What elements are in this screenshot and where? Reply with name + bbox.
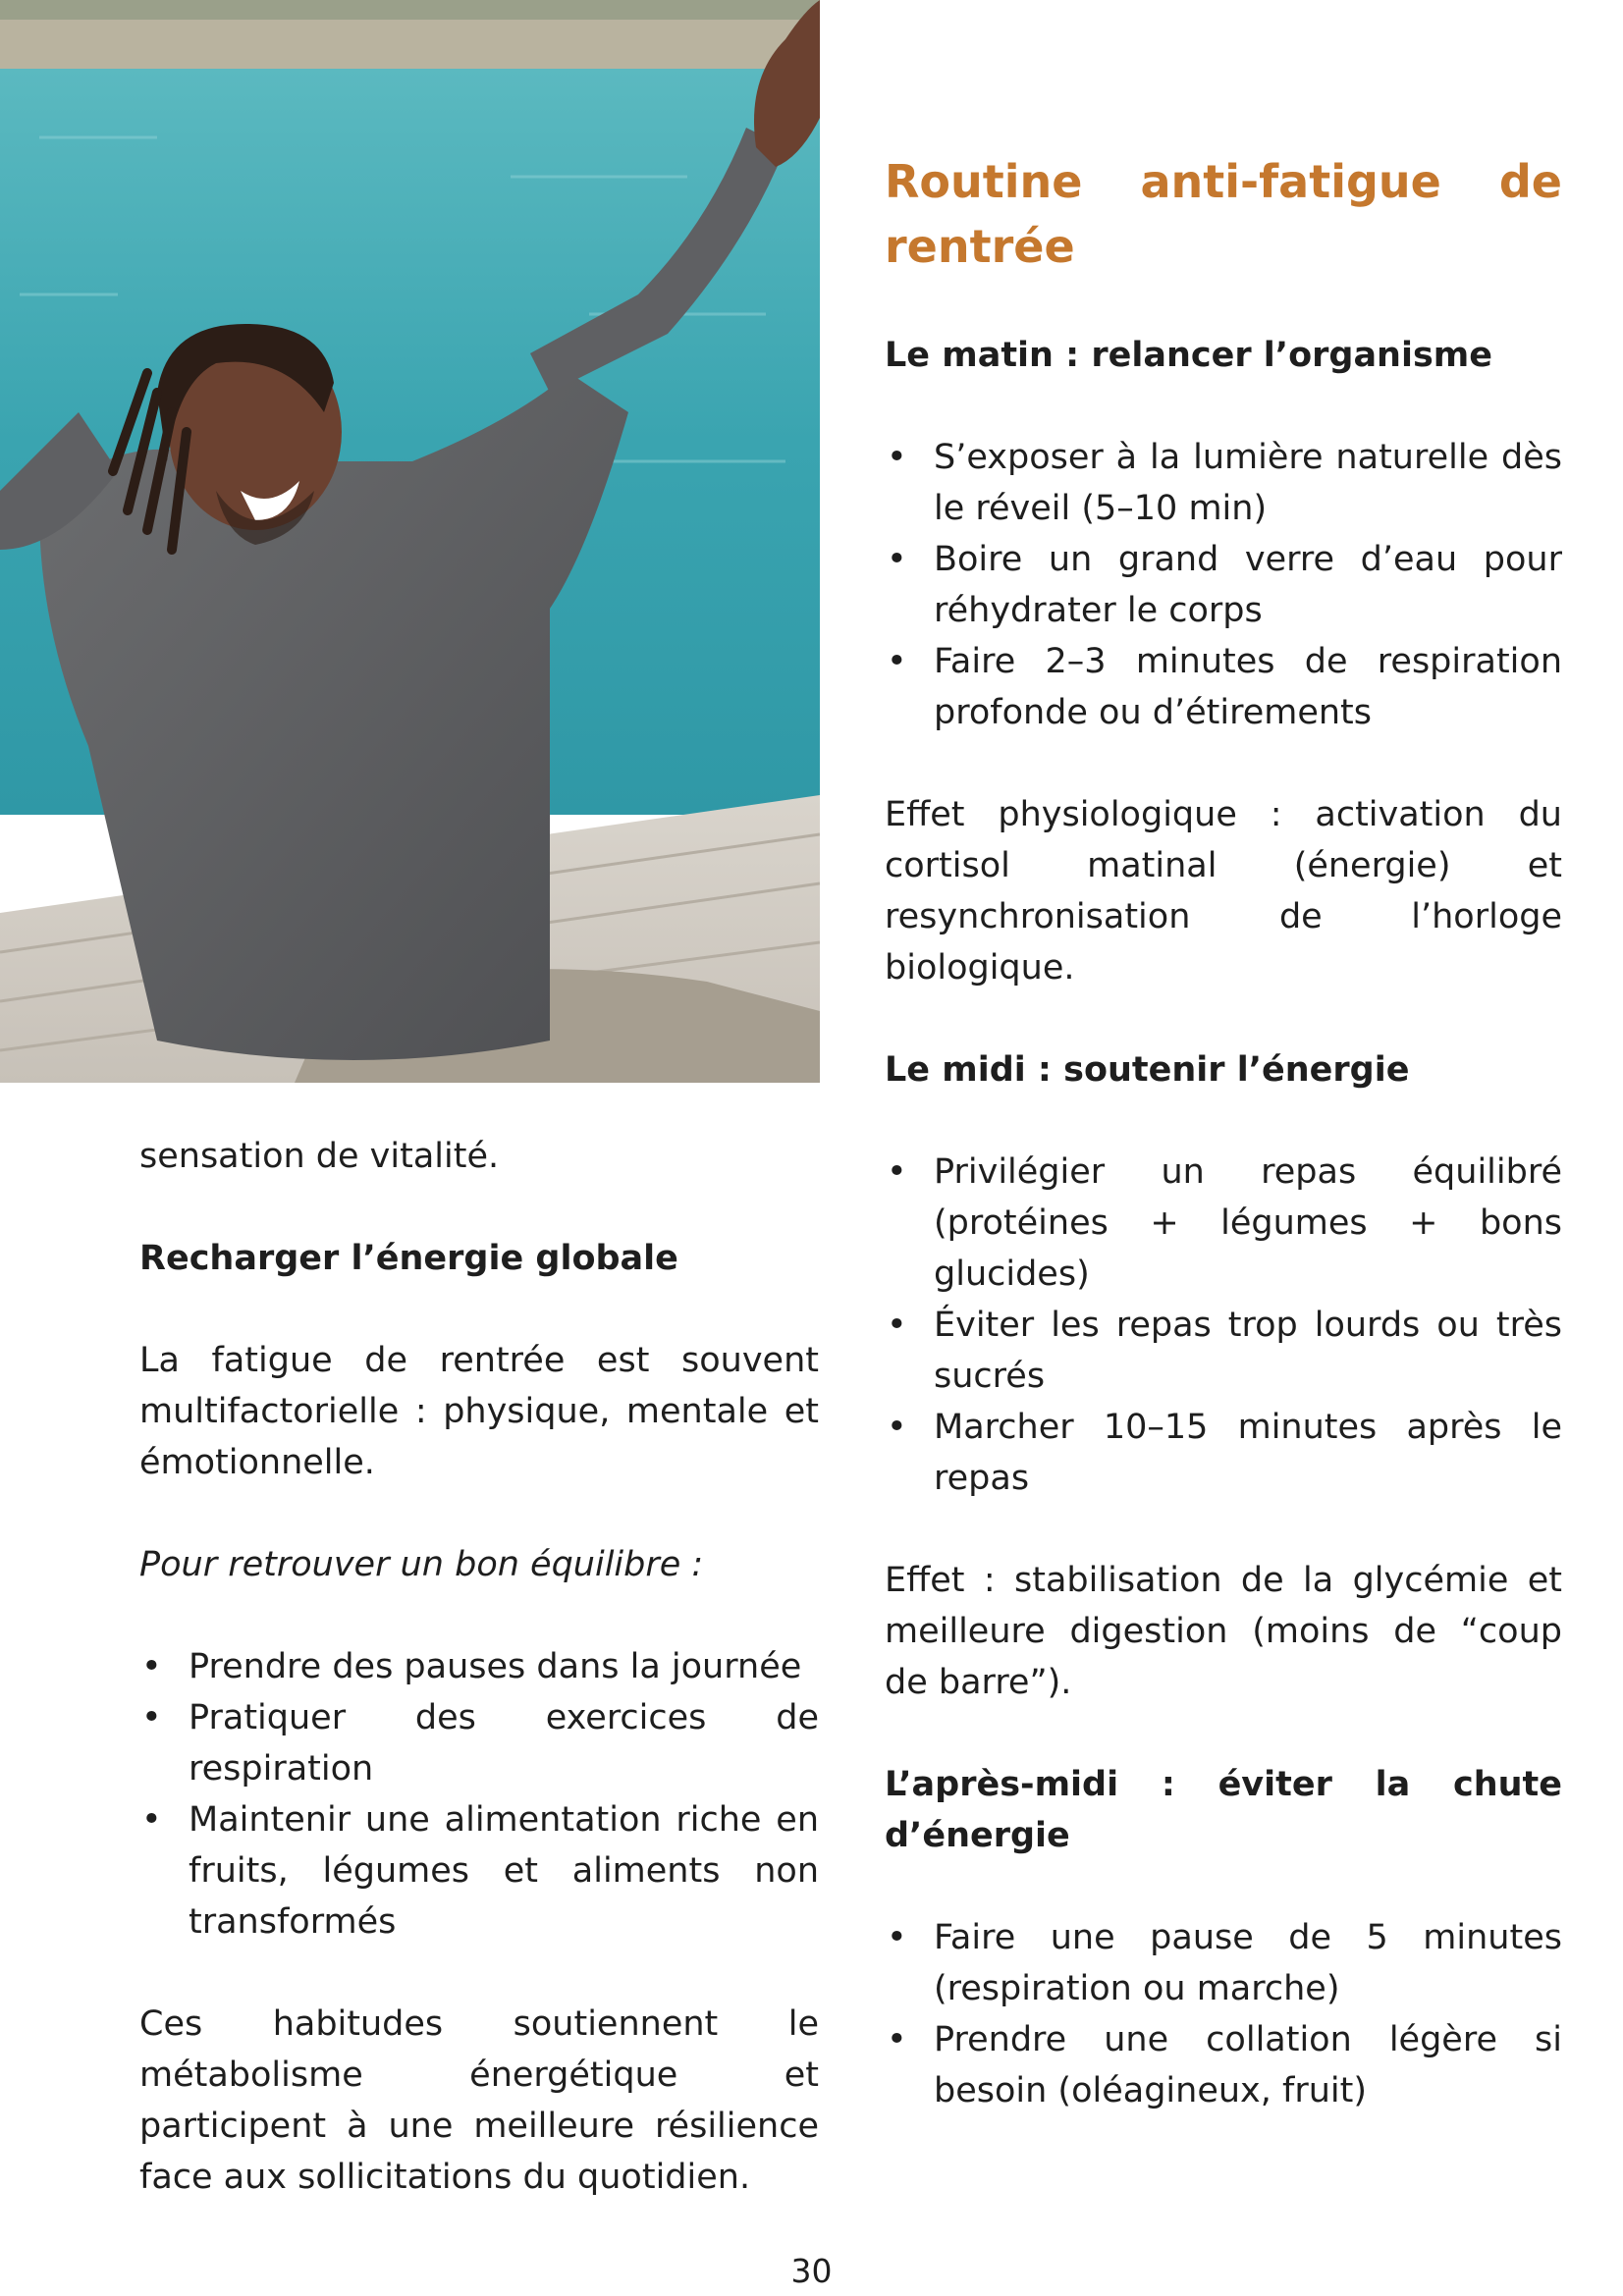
continuation-text: sensation de vitalité.	[139, 1137, 500, 1176]
intro-paragraph: La fatigue de rentrée est souvent multifactorielle : physique, mentale et émotionnelle.	[139, 1341, 819, 1482]
balance-list	[139, 1641, 819, 1948]
morning-effect: Effet physiologique : activation du cortisol matinal (énergie) et resynchronisation de l’horloge biologique.	[885, 795, 1562, 988]
energy-heading: Recharger l’énergie globale	[139, 1239, 678, 1278]
morning-heading: Le matin : relancer l’organisme	[885, 336, 1493, 375]
list-item: • Faire une pause de 5 minutes (respiration ou marche)	[885, 1912, 1562, 2014]
list-item: • Prendre des pauses dans la journée	[139, 1641, 819, 1692]
list-item: • S’exposer à la lumière naturelle dès le réveil (5–10 min)	[885, 432, 1562, 534]
list-item: • Faire 2–3 minutes de respiration profonde ou d’étirements	[885, 636, 1562, 738]
noon-effect: Effet : stabilisation de la glycémie et meilleure digestion (moins de “coup de barre”).	[885, 1561, 1562, 1702]
afternoon-heading: L’après-midi : éviter la chute d’énergie	[885, 1765, 1562, 1855]
list-item: • Boire un grand verre d’eau pour réhydrater le corps	[885, 534, 1562, 636]
list-item: • Maintenir une alimentation riche en fruits, légumes et aliments non transformés	[139, 1794, 819, 1948]
lead-text: Pour retrouver un bon équilibre :	[139, 1545, 704, 1584]
photo-illustration	[0, 0, 820, 1083]
list-item: • Pratiquer des exercices de respiration	[139, 1692, 819, 1794]
conclusion-paragraph: Ces habitudes soutiennent le métabolisme énergétique et participent à une meilleure résilience face aux sollicitations du quotidien.	[139, 2004, 819, 2197]
left-column	[139, 1131, 819, 2254]
page-number: 30	[790, 2252, 833, 2290]
afternoon-list	[885, 1912, 1562, 2116]
list-item: • Prendre une collation légère si besoin (oléagineux, fruit)	[885, 2014, 1562, 2116]
hero-photo	[0, 0, 820, 1083]
morning-list	[885, 432, 1562, 738]
noon-heading: Le midi : soutenir l’énergie	[885, 1050, 1410, 1090]
list-item: • Éviter les repas trop lourds ou très sucrés	[885, 1300, 1562, 1402]
list-item: • Marcher 10–15 minutes après le repas	[885, 1402, 1562, 1504]
list-item: • Privilégier un repas équilibré (protéines + légumes + bons glucides)	[885, 1147, 1562, 1300]
page-title: Routine anti-fatigue de rentrée	[885, 155, 1562, 273]
noon-list	[885, 1147, 1562, 1504]
right-column	[885, 149, 1562, 2167]
